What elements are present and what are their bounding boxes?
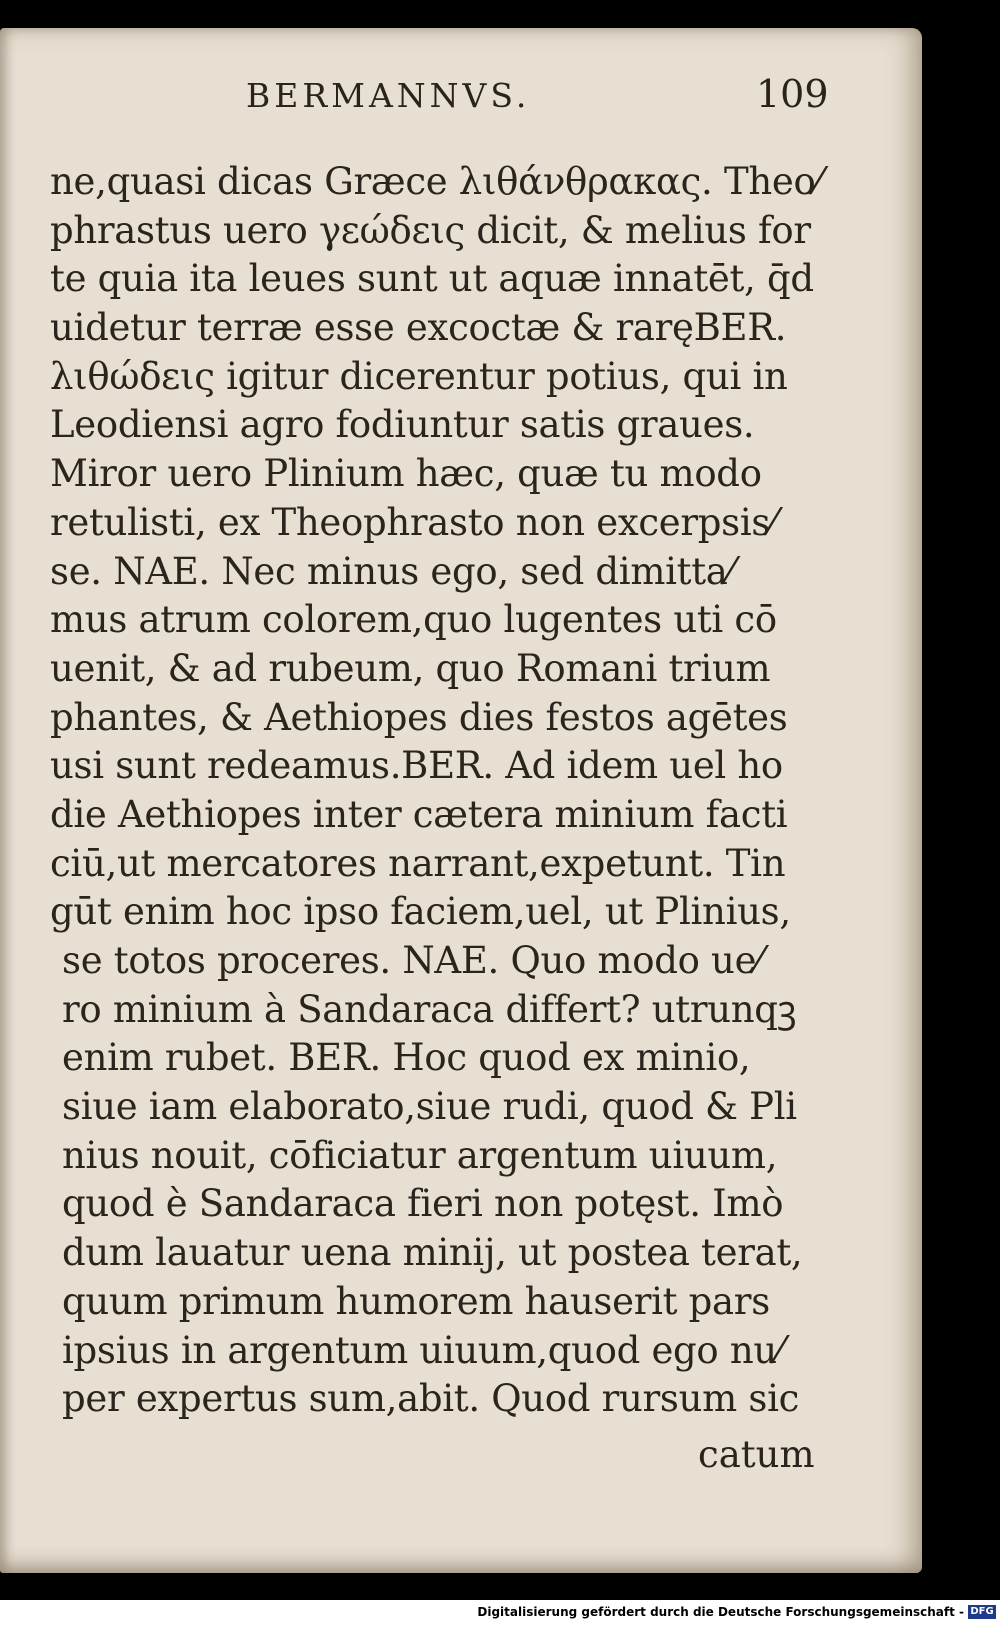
text-line: mus atrum colorem,quo lugentes uti cō bbox=[50, 598, 777, 642]
text-line: uenit, & ad rubeum, quo Romani trium bbox=[50, 646, 771, 690]
text-line: se. NAE. Nec minus ego, sed dimitta⁄ bbox=[50, 549, 734, 593]
text-line: ipsius in argentum uiuum,quod ego nu⁄ bbox=[62, 1328, 783, 1372]
text-line: phantes, & Aethiopes dies festos agētes bbox=[50, 695, 788, 739]
book-page bbox=[0, 28, 922, 1573]
running-head: BERMANNVS. bbox=[246, 76, 531, 115]
text-line: enim rubet. BER. Hoc quod ex minio, bbox=[62, 1036, 751, 1080]
text-line: per expertus sum,abit. Quod rursum sic bbox=[62, 1377, 800, 1421]
funding-credit: Digitalisierung gefördert durch die Deutsche Forschungsgemeinschaft - bbox=[477, 1605, 964, 1619]
text-line: quum primum humorem hauserit pars bbox=[62, 1279, 770, 1323]
text-line: phrastus uero γεώδεις dicit, & melius for bbox=[50, 208, 811, 252]
text-line: nius nouit, cōficiatur argentum uiuum, bbox=[62, 1133, 778, 1177]
catchword: catum bbox=[698, 1433, 815, 1476]
text-line: ne,quasi dicas Græce λιθάνθρακας. Theo⁄ bbox=[50, 160, 822, 203]
text-line: se totos proceres. NAE. Quo modo ue⁄ bbox=[62, 939, 763, 982]
text-line: Leodiensi agro fodiuntur satis graues. bbox=[50, 403, 755, 447]
page-header bbox=[0, 72, 922, 126]
text-line: die Aethiopes inter cætera minium facti bbox=[50, 792, 788, 836]
text-line: quod è Sandaraca fieri non potęst. Imò bbox=[62, 1182, 784, 1226]
text-line: Miror uero Plinium hæc, quæ tu modo bbox=[50, 452, 762, 496]
text-line: retulisti, ex Theophrasto non excerpsis⁄ bbox=[50, 500, 776, 544]
text-line: te quia ita leues sunt ut aquæ innatēt, q̄d bbox=[50, 257, 814, 301]
text-line: siue iam elaborato,siue rudi, quod & Pli bbox=[62, 1085, 797, 1129]
page-number: 109 bbox=[756, 72, 829, 116]
text-line: usi sunt redeamus.BER. Ad idem uel ho bbox=[50, 744, 783, 788]
text-line: uidetur terræ esse excoctæ & raręBER. bbox=[50, 306, 787, 350]
text-line: λιθώδεις igitur dicerentur potius, qui in bbox=[50, 354, 788, 398]
dfg-logo-icon: DFG bbox=[968, 1605, 996, 1619]
text-line: gūt enim hoc ipso faciem,uel, ut Plinius, bbox=[50, 890, 791, 934]
body-text bbox=[50, 158, 830, 1424]
text-line: dum lauatur uena minij, ut postea terat, bbox=[62, 1231, 803, 1275]
digitization-footer bbox=[0, 1600, 1000, 1625]
text-line: ciū,ut mercatores narrant,expetunt. Tin bbox=[50, 841, 786, 885]
text-line: ro minium à Sandaraca differt? utrunqꝫ bbox=[62, 987, 797, 1031]
